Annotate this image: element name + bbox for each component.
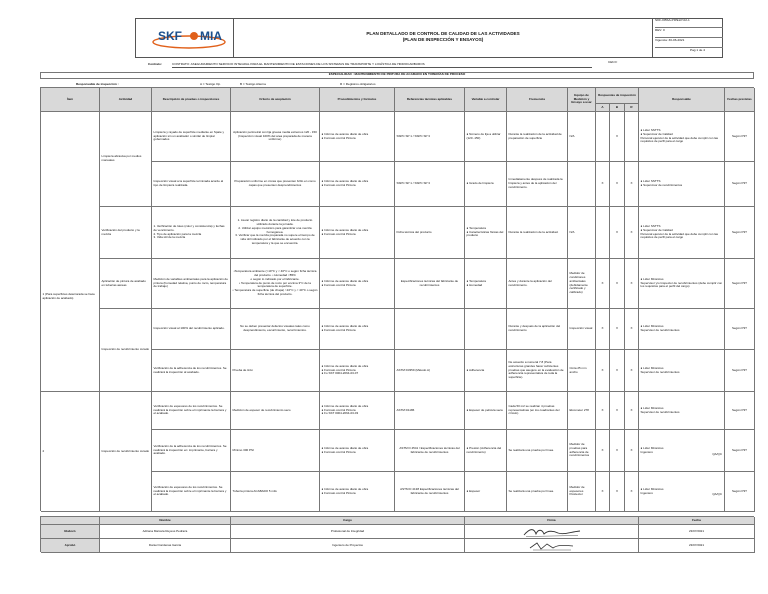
svg-text:MIA: MIA (200, 29, 222, 43)
col-header-equipment: Equipo de Medición y Ensayo a usar (568, 88, 596, 112)
row-1-responsible-cell (639, 112, 725, 162)
col-header-r: R (625, 104, 639, 112)
row-1-criteria-cell (231, 112, 320, 162)
row-6-check-a-cell (596, 350, 610, 392)
row-6-check-r-cell (625, 350, 639, 392)
aprobo-label: Aprobó (41, 539, 100, 553)
row-1-variable: ● Número de lija a utilizar (120 -150) (466, 131, 501, 140)
doc-title-line1: PLAN DETALLADO DE CONTROL DE CALIDAD DE LAS ACTIVIDADES (366, 31, 520, 36)
row-3-check-r: X (630, 229, 633, 234)
row-9-check-a: X (601, 488, 604, 493)
row-2-check-b-cell (610, 162, 625, 207)
row-6-desc-cell (152, 350, 231, 392)
sig-header-signature: Firma (465, 517, 639, 525)
row-1-check-b: X (615, 133, 618, 138)
row-4-variable: ● Temperatura ● Humedad (466, 278, 486, 287)
row-5-responsible-cell (639, 309, 725, 350)
aprobo-role: Ingeniero de Proyectos (231, 539, 465, 553)
row-3-check-r-cell (625, 207, 639, 259)
row-8-responsible: ● Líder Minsicres Ingeniero (640, 445, 664, 454)
row-3-equipment: N/A (569, 229, 575, 234)
row-7-check-a: X (601, 407, 604, 412)
row-8-check-a-cell (596, 430, 610, 472)
row-4-check-b: X (615, 280, 618, 285)
activity-main-label: Aplicación de pintura de acabado en tuberías aéreas (101, 278, 146, 287)
col-header-description: Descripción de pruebas o inspecciones (152, 88, 231, 112)
cen-code: CEN F (608, 60, 618, 64)
row-9-desc-cell (152, 472, 231, 512)
row-1-frequency-cell (507, 112, 568, 162)
row-1-dates-cell (725, 112, 755, 162)
activity-2-cell (100, 207, 152, 259)
title-area (233, 18, 653, 58)
row-7-responsible: ● Líder Minsicres Supervisor de recubrimientos (640, 405, 680, 414)
doc-title-line2: (PLAN DE INSPECCIÓN Y ENSAYOS) (402, 36, 484, 42)
sig-header-blank (41, 517, 100, 525)
row-2-responsible-cell (639, 162, 725, 207)
row-4-desc-cell (152, 259, 231, 309)
row-3-criteria-cell (231, 207, 320, 259)
legend-a: A = Testigo Op. (200, 82, 222, 86)
doc-code: SKF-OBSA-PIPELP-02-1 (655, 19, 723, 28)
row-5-responsible: ● Líder Minsicres Supervisor de recubrimientos (640, 324, 680, 332)
row-6-variable-cell (465, 350, 507, 392)
row-7-check-r: X (630, 407, 633, 412)
row-9-references-cell (395, 472, 465, 512)
row-2-references-cell (395, 162, 465, 207)
company-logo (150, 26, 228, 50)
row-6-equipment: Cinta 25 mm ancho (569, 365, 587, 374)
row-7-check-r-cell (625, 392, 639, 430)
row-1-desc: Limpieza y rayado de superficie mediante en Spate y aplicación sin un acabador o similar de limpiar gobernados (153, 129, 225, 142)
row-2-desc: Inspección visual a la superficie terminada acorde al tipo de limpieza realizada. (153, 179, 224, 187)
row-8-references: ASTM D 4541 / Especificaciones técnicas del fabricante de recubrimientos (399, 445, 460, 454)
row-8-criteria-cell (231, 430, 320, 472)
row-1-check-b-cell (610, 112, 625, 162)
row-1-variable-cell (465, 112, 507, 162)
row-2-check-a: X (601, 181, 604, 186)
row-8-desc-cell (152, 430, 231, 472)
signature-table (40, 516, 754, 552)
row-4-frequency-cell (507, 259, 568, 309)
row-8-equipment-cell (568, 430, 596, 472)
elaboro-signature (465, 525, 639, 539)
row-6-check-b: X (615, 367, 618, 372)
row-5-check-r-cell (625, 309, 639, 350)
row-3-procedures: ● Informe de avance diario de obra ● Formato control Pintura (321, 227, 369, 236)
row-9-check-a-cell (596, 472, 610, 512)
row-1-check-r-cell (625, 112, 639, 162)
row-9-variable-cell (465, 472, 507, 512)
row-5-procedures: ● Informe de avance diario de obra ● Formato control Pintura (321, 324, 369, 332)
row-2-frequency: Inmediatamente después de realizada la limpieza y antes de la aplicación del recubrimiento. (508, 177, 563, 189)
row-9-responsible-extra: QA/QC (712, 492, 722, 497)
row-1-references: SSPC SP 1 / SSPC SP 3 (396, 133, 430, 138)
row-6-check-r: X (630, 367, 633, 372)
row-2-variable-cell (465, 162, 507, 207)
row-9-equipment: Medidor de espesores Positector (569, 484, 585, 497)
row-3-check-b: X (615, 229, 618, 234)
row-7-equipment-cell (568, 392, 596, 430)
row-2-procedures-cell (320, 162, 395, 207)
row-4-check-a: X (601, 280, 604, 285)
row-2-desc-cell (152, 162, 231, 207)
row-5-desc: Inspección visual al 100% del recubrimiento aplicado. (153, 326, 225, 331)
row-1-frequency: Durante la realización de la actividad de preparación de superficie (508, 131, 562, 140)
aprobo-signature-graphic (527, 540, 577, 552)
row-5-frequency: Durante y después de la aplicación del recubrimiento (508, 324, 561, 332)
aprobo-date: 23/07/2021 (639, 539, 755, 553)
row-4-variable-cell (465, 259, 507, 309)
row-6-check-a: X (601, 367, 604, 372)
row-5-equipment: Inspección visual (569, 326, 593, 331)
row-6-references-cell (395, 350, 465, 392)
row-5-check-b-cell (610, 309, 625, 350)
row-1-criteria: Aplicación perimetral con lija gruesa media extremos 120 - 150 (Inspección visual 100% del area preparada de manera uniforme) (233, 129, 317, 142)
row-2-check-r: X (630, 181, 633, 186)
row-5-procedures-cell (320, 309, 395, 350)
row-8-check-b-cell (610, 430, 625, 472)
col-header-variable: Variable a controlar (465, 88, 507, 112)
row-4-check-r: X (630, 280, 633, 285)
row-8-procedures-cell (320, 430, 395, 472)
inspection-legend-label: Responsable de inspección : (76, 82, 119, 86)
row-2-variable: ● Grado de limpieza (466, 181, 494, 186)
item-2-label: 2 (42, 448, 45, 453)
row-3-equipment-cell (568, 207, 596, 259)
row-3-dates: Según P3T (731, 229, 747, 234)
row-7-dates-cell (725, 392, 755, 430)
row-9-check-b-cell (610, 472, 625, 512)
elaboro-signature-graphic (522, 526, 582, 538)
doc-page: Pag 1 de 4 (690, 48, 705, 52)
row-9-variable: ● Espesor (466, 488, 481, 493)
logo-graphic (150, 26, 228, 50)
row-3-references-cell (395, 207, 465, 259)
row-7-frequency: Cada 50 m2 se realizan 4 pruebas representativas (en los cuadrantes del círculo) (508, 403, 560, 416)
col-header-procedures: Procedimientos y formatos (320, 88, 395, 112)
row-8-check-r: X (630, 447, 633, 452)
row-4-responsible: ● Líder Minsicres Supervisor y/o Inspector de recubrimientos (debe cumplir con los requisitos para el perfil del cargo) (640, 276, 723, 289)
row-2-check-b: X (615, 181, 618, 186)
row-9-criteria-cell (231, 472, 320, 512)
row-5-dates-cell (725, 309, 755, 350)
row-3-dates-cell (725, 207, 755, 259)
sig-header-date: Fecha (639, 517, 755, 525)
row-3-check-a-cell (596, 207, 610, 259)
elaboro-label: Elaboró (41, 525, 100, 539)
row-6-check-b-cell (610, 350, 625, 392)
row-9-equipment-cell (568, 472, 596, 512)
row-7-dates: Según P3T (731, 407, 747, 412)
row-4-references: Especificaciones técnicas del fabricante de recubrimientos (400, 278, 459, 287)
row-2-criteria-cell (231, 162, 320, 207)
specialty-banner: ESPECIALIDAD : MANTENIMIENTO DE PINTURA DE ACABADO EN TUBERÍAS DE PROCESO (40, 72, 754, 79)
row-7-criteria-cell (231, 392, 320, 430)
aprobo-name: Daniel Cardenas García (100, 539, 231, 553)
col-header-dates: Fechas previstas (725, 88, 755, 112)
row-6-references: ASTM D3359 (Método A) (396, 367, 431, 372)
elaboro-name: Adriana Marcela Reyess Pedraza (100, 525, 231, 539)
row-3-check-b-cell (610, 207, 625, 259)
row-6-dates-cell (725, 350, 755, 392)
row-5-references-cell (395, 309, 465, 350)
row-5-criteria: No se deben presentar defectos visuales tales como desprendimiento, escurrimiento, recorrimientos. (240, 324, 310, 332)
row-2-check-r-cell (625, 162, 639, 207)
row-6-procedures: ● Informe de avance diario de obra ● Formato control Pintura ● Fo SST 0004-2064-03-07 (321, 363, 369, 376)
row-2-dates: Según P3T (731, 181, 747, 186)
row-7-desc: Verificación de espesores de los recubrimientos. Se realizará la inspección sobre el imprimante la barrera y el acabado. (153, 403, 227, 416)
elaboro-date: 23/07/2021 (639, 525, 755, 539)
row-6-procedures-cell (320, 350, 395, 392)
row-6-frequency: De acuerdo a numeral 7.8 (Para estructuras grandes hacer suficientes pruebas que asegure en la evaluación de adherencia representativa de toda la superficie). (508, 359, 564, 380)
row-5-variable-cell (465, 309, 507, 350)
row-5-dates: Según P3T (731, 326, 747, 331)
row-8-criteria: Mínimo 300 PSI (232, 447, 254, 452)
row-5-frequency-cell (507, 309, 568, 350)
activity-3-label: Inspección de recubrimiento curado (101, 347, 150, 352)
row-6-responsible: ● Líder Minsicres Supervisor de recubrimientos (640, 365, 680, 374)
contract-label: Contrato: (148, 62, 162, 66)
col-header-responsible: Responsable (639, 88, 725, 112)
row-7-check-b-cell (610, 392, 625, 430)
row-3-procedures-cell (320, 207, 395, 259)
row-6-responsible-cell (639, 350, 725, 392)
sig-header-role: Cargo (231, 517, 465, 525)
col-header-references: Referencias técnicas aplicables (395, 88, 465, 112)
row-8-frequency-cell (507, 430, 568, 472)
row-4-check-a-cell (596, 259, 610, 309)
row-8-procedures: ● Informe de avance diario de obra ● Formato control Pintura (321, 445, 369, 454)
item-2-label-cell (41, 392, 100, 512)
row-2-references: SSPC SP 1 / SSPC SP 3 (396, 181, 430, 186)
row-4-procedures: ● Informe de avance diario de obra ● Formato control Pintura (321, 278, 369, 287)
row-8-dates-cell (725, 430, 755, 472)
activity-main-cell (100, 259, 152, 309)
sig-header-name: Nombre (100, 517, 231, 525)
row-7-criteria: Medición de espesor de recubrimiento seco (232, 407, 291, 412)
svg-text:SKF: SKF (158, 29, 182, 43)
row-9-frequency: Se realizará una prueba por línea. (508, 488, 554, 493)
row-6-variable: ● Adherencia (466, 367, 485, 372)
activity-1-label: Limpieza abrasiva por medios manuales (101, 154, 142, 162)
row-5-check-a-cell (596, 309, 610, 350)
row-2-criteria: Preparación uniforme en zonas que presenten brillo en como capas que presenten desprendimientos (234, 179, 316, 187)
row-1-equipment: N/A (569, 133, 575, 138)
row-8-frequency: Se realizará una prueba por línea. (508, 447, 554, 452)
item-1-label-cell (41, 112, 100, 392)
row-8-responsible-cell (639, 430, 725, 472)
col-header-item: Ítem (41, 88, 100, 112)
row-7-procedures-cell (320, 392, 395, 430)
row-4-check-b-cell (610, 259, 625, 309)
row-3-desc-cell (152, 207, 231, 259)
activity-1-cell (100, 112, 152, 207)
row-9-responsible-cell (639, 472, 725, 512)
row-9-responsible: ● Líder Minsicres Ingeniero (640, 486, 664, 495)
row-1-desc-cell (152, 112, 231, 162)
row-4-equipment-cell (568, 259, 596, 309)
col-header-activity: Actividad (100, 88, 152, 112)
row-7-equipment: Elcometer 278 (569, 407, 589, 412)
legend-b: B = Testigo Alterna (240, 82, 266, 86)
row-9-dates: Según P3T (731, 488, 747, 493)
row-9-frequency-cell (507, 472, 568, 512)
row-1-references-cell (395, 112, 465, 162)
row-8-equipment: Medidor de pruebas para adherencia de recubrimientos (569, 441, 590, 458)
row-4-criteria: •Temperatura ambiente (>10°C y < 40°C o según ficha técnica del producto. • Humedad <85% o según lo indicado por el fabricante. • Temperatura de punto de rocío por encima 3°C de la temperatura de superficie. • Temperatura de superficie (de chapa) >10°C y < 40°C o según ficha técnica del producto. (232, 269, 318, 297)
row-2-equipment-cell (568, 162, 596, 207)
row-3-references: Ficha técnica del producto (396, 229, 432, 234)
row-4-dates: Según P3T (731, 280, 747, 285)
row-9-check-r: X (630, 488, 633, 493)
col-header-a: A (596, 104, 610, 112)
row-9-procedures: ● Informe de avance diario de obra ● Formato control Pintura (321, 486, 369, 495)
row-9-references: ASTM D 4138 Especificaciones técnicas del fabricante de recubrimientos (400, 486, 459, 495)
row-5-desc-cell (152, 309, 231, 350)
row-7-check-a-cell (596, 392, 610, 430)
row-8-variable: ● Presión (Adherencia del recubrimiento) (466, 445, 502, 454)
row-4-frequency: Antes y durante la aplicación del recubrimiento. (508, 278, 552, 287)
row-5-check-r: X (630, 326, 633, 331)
activity-3-cell (100, 309, 152, 392)
row-2-procedures: ● Informe de avance diario de obra ● Formato control Pintura (321, 179, 369, 187)
row-1-procedures: ● Informe de avance diario de obra ● Formato control Pintura (321, 131, 369, 140)
item-1-label: 1 (Para superficies deteriorada se hace aplicación de acabado) (42, 291, 95, 300)
row-7-responsible-cell (639, 392, 725, 430)
col-header-criteria: Criterio de aceptación (231, 88, 320, 112)
row-8-responsible-extra: QA/QC (712, 452, 722, 457)
row-4-responsible-cell (639, 259, 725, 309)
row-7-references-cell (395, 392, 465, 430)
row-7-variable: ● Espesor de película seca (466, 407, 503, 412)
row-3-responsible-cell (639, 207, 725, 259)
row-7-check-b: X (615, 407, 618, 412)
row-1-equipment-cell (568, 112, 596, 162)
row-3-variable: ● Temperatura ● Características físicas del producto (466, 225, 504, 238)
row-8-check-r-cell (625, 430, 639, 472)
row-2-dates-cell (725, 162, 755, 207)
row-3-frequency-cell (507, 207, 568, 259)
row-5-criteria-cell (231, 309, 320, 350)
row-1-responsible: ● Líder SSTTS ● Supervisor de Calidad Personal ejecutor de la actividad que debe cumplir con las requisitos de perfil para el cargo (640, 127, 719, 144)
row-2-frequency-cell (507, 162, 568, 207)
col-header-frequency: Frecuencia (507, 88, 568, 112)
row-7-frequency-cell (507, 392, 568, 430)
row-5-check-b: X (615, 326, 618, 331)
row-1-dates: Según P3T (731, 133, 747, 138)
row-5-check-a: X (601, 326, 604, 331)
row-3-responsible: ● Líder SSTTS ● Supervisor de Calidad Personal ejecutor de la actividad que debe cumplir con las requisitos de perfil para el cargo (640, 223, 719, 240)
col-header-inspection: Respuestas de inspección (596, 88, 639, 104)
legend-r: R = Registros obligatorios (340, 82, 376, 86)
row-9-dates-cell (725, 472, 755, 512)
row-7-desc-cell (152, 392, 231, 430)
row-2-check-a-cell (596, 162, 610, 207)
doc-date: Vigencia: 30-06-2021 (655, 39, 723, 48)
activity-2-label: Verificación del producto y la mezcla (101, 227, 140, 236)
row-6-criteria: Prueba de tirón (232, 367, 254, 372)
row-8-desc: Verificación de la adherencia de los recubrimientos. Se realizará la inspección en: imprimante, barrera y acabado. (153, 443, 227, 456)
aprobo-signature (465, 539, 639, 553)
activity-4-label: Inspección de recubrimiento curado (101, 448, 150, 453)
row-4-desc: Medición de variables ambientales para la aplicación de pintura (humedad relativa, punto de rocío, temperatura de trabajo) (153, 276, 228, 289)
row-4-dates-cell (725, 259, 755, 309)
col-header-b: B (610, 104, 625, 112)
row-8-check-b: X (615, 447, 618, 452)
row-1-check-a-cell (596, 112, 610, 162)
row-8-check-a: X (601, 447, 604, 452)
row-6-dates: Según P3T (731, 367, 747, 372)
row-6-frequency-cell (507, 350, 568, 392)
doc-revision: REV: 0 (655, 29, 723, 38)
row-9-procedures-cell (320, 472, 395, 512)
row-6-equipment-cell (568, 350, 596, 392)
row-6-desc: Verificación de la adherencia de los recubrimientos. Se realizará la inspección al acabado. (153, 365, 227, 374)
inspection-table (40, 87, 754, 511)
row-4-criteria-cell (231, 259, 320, 309)
row-7-references: ASTM D1186 (396, 407, 415, 412)
row-8-references-cell (395, 430, 465, 472)
row-5-equipment-cell (568, 309, 596, 350)
row-3-frequency: Durante la realización de la actividad. (508, 229, 559, 234)
row-3-criteria: 1. Llevar registro diario de la cantidad y lote de producto utilizado durante la jornada. 2. Utilizar equipo mecánico para garantizar una mezcla homogénea. 3. Verificar que la mezcla preparada no supere el tiempo de vida útil indicado por el fabricante de acuerdo con la temperatura y la que se encuentra. (235, 218, 315, 246)
contract-text: CONTRATO: ASEGURAMIENTO SERVICIO INTEGRAL PARA EL MANTENIMIENTO DE ESTACIONES DE LOS SISTEMAS DE TRANSPORTE Y LOGÍSTICA DE HIDROCARBUROS (172, 63, 592, 68)
row-9-check-r-cell (625, 472, 639, 512)
row-4-references-cell (395, 259, 465, 309)
row-7-procedures: ● Informe de avance diario de obra ● Formato control Pintura ● Fo SST 0004-2064-03-03 (321, 403, 369, 416)
row-2-responsible: ● Líder SSTTS ● Supervisor de recubrimientos (640, 179, 683, 187)
row-9-desc: Verificación de espesores de los recubrimientos. Se realizará la inspección sobre el imprimante la barrera y el acabado. (153, 484, 227, 497)
row-9-check-b: X (615, 488, 618, 493)
row-7-variable-cell (465, 392, 507, 430)
row-1-procedures-cell (320, 112, 395, 162)
row-4-procedures-cell (320, 259, 395, 309)
row-3-variable-cell (465, 207, 507, 259)
activity-4-cell (100, 392, 152, 512)
row-4-check-r-cell (625, 259, 639, 309)
row-9-criteria: Tubería pintura ACABADO 5 mils (232, 488, 277, 493)
row-8-variable-cell (465, 430, 507, 472)
row-3-desc: 1. Verificación de lotes (color y consistencia) y fechas de vencimiento. 2. Tipo de aplicación para la mezcla 3. Vida útil de la mezcla (153, 223, 225, 240)
row-4-equipment: Medidor de condiciones ambientales (debidamente certificado y calibrado) (569, 271, 588, 295)
row-6-criteria-cell (231, 350, 320, 392)
elaboro-role: Profesional de Integridad (231, 525, 465, 539)
row-8-dates: Según P3T (731, 447, 747, 452)
